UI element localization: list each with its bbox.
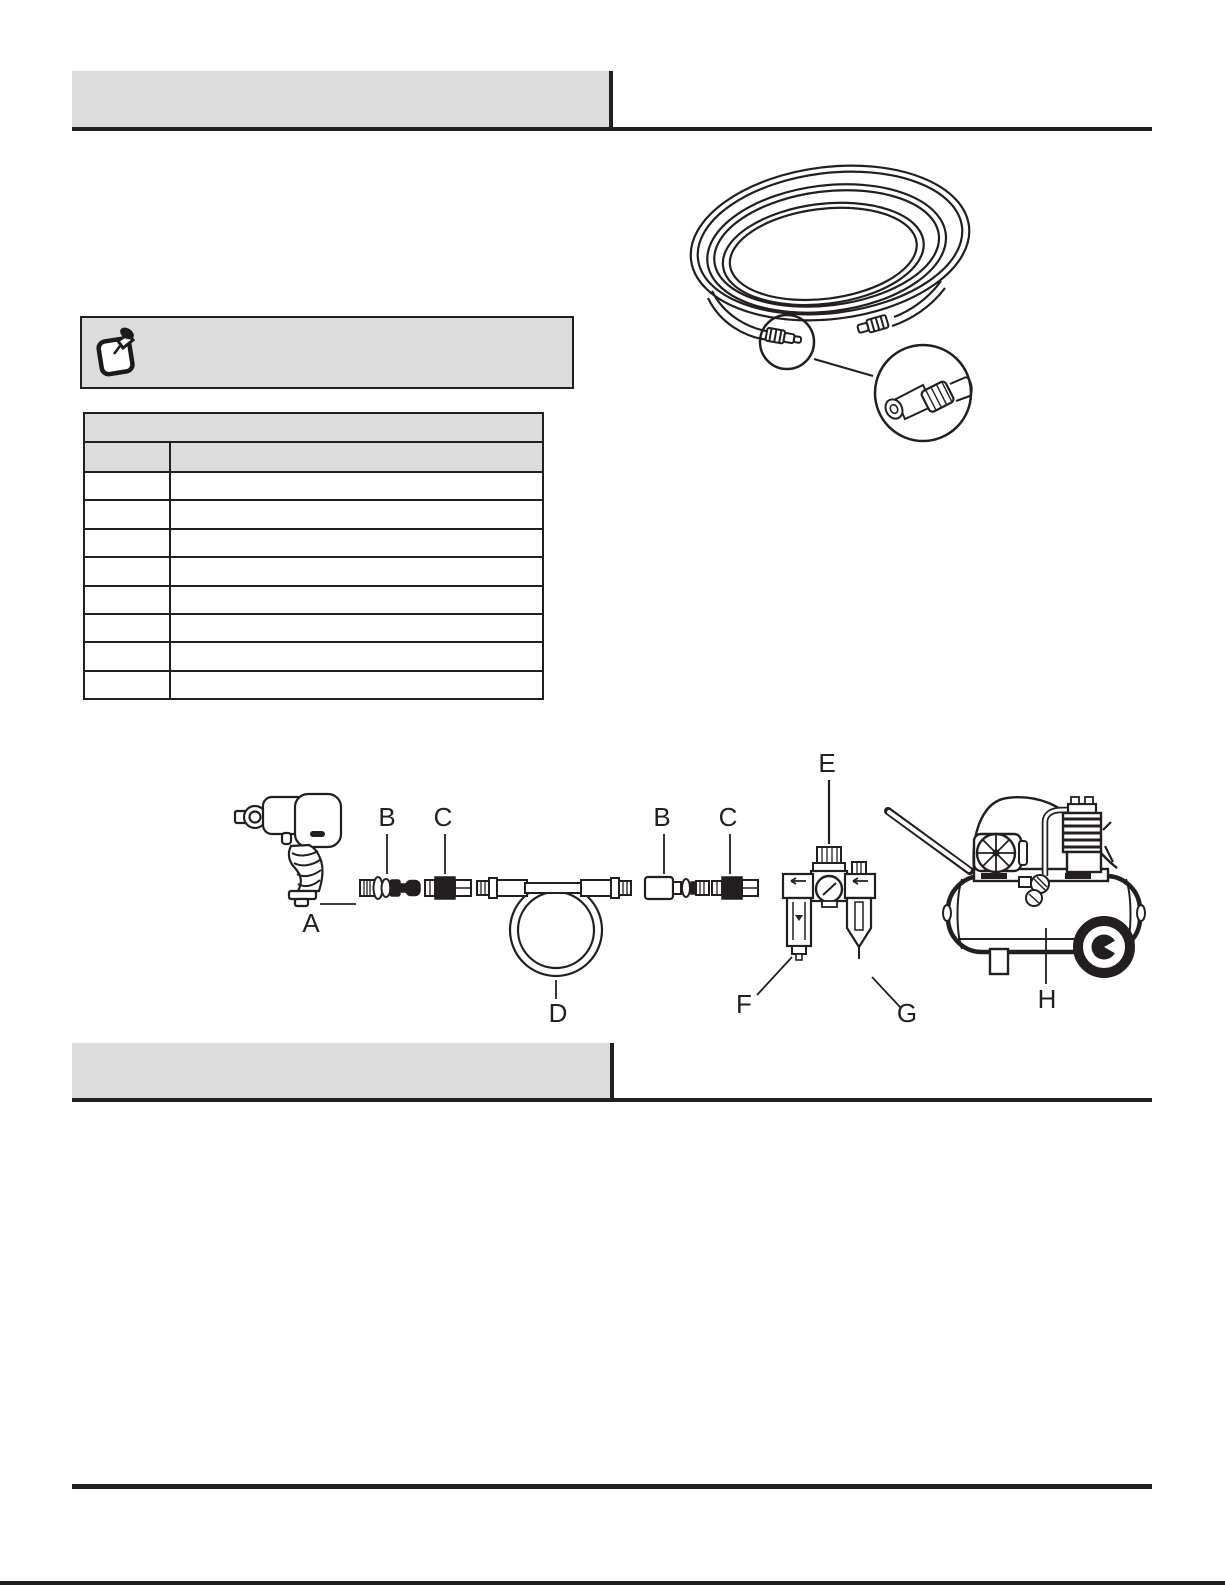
table-cell (84, 586, 170, 614)
callout-letter-F: F (736, 989, 752, 1019)
table-cell (84, 671, 170, 699)
footer-rule (72, 1484, 1152, 1489)
callout-letter-B2: B (653, 802, 671, 832)
table-cell (170, 614, 543, 642)
hose-end-fitting-right (856, 315, 888, 336)
table-row (84, 557, 543, 585)
coiled-hose-figure (660, 148, 1070, 458)
table-row (84, 642, 543, 670)
top-section-title-band (72, 71, 609, 127)
table-cell (84, 557, 170, 585)
table-row (84, 500, 543, 528)
hose-end-fitting-left (765, 328, 802, 347)
table-row (84, 671, 543, 699)
bottom-header-rule (72, 1098, 1152, 1102)
air-hose-drawing (477, 878, 631, 976)
table-row (84, 586, 543, 614)
hose-coil (682, 151, 978, 336)
top-header-rule (72, 127, 1152, 131)
table-cell (170, 671, 543, 699)
table-cell (84, 500, 170, 528)
note-box (80, 316, 574, 389)
callout-connector-line (814, 359, 873, 376)
frl-unit-drawing (783, 847, 875, 960)
table-col-header (170, 442, 543, 472)
table-cell (170, 586, 543, 614)
callout-letter-C1: C (433, 802, 453, 832)
impact-wrench-drawing (235, 794, 341, 906)
callout-letter-E: E (818, 750, 836, 778)
table-cell (84, 614, 170, 642)
bottom-section-title-band (72, 1043, 610, 1098)
table-cell (84, 529, 170, 557)
pinned-note-icon (92, 325, 144, 381)
table-title-row (84, 413, 543, 442)
table-cell (170, 500, 543, 528)
table-cell (170, 557, 543, 585)
callout-letter-B1: B (378, 802, 396, 832)
coupler-fitting-drawing-2 (712, 877, 758, 899)
table-row (84, 614, 543, 642)
callout-leader-G (872, 977, 900, 1007)
air-setup-diagram (225, 750, 1160, 1030)
top-section-right-title-area (613, 71, 1152, 127)
table-header-row (84, 442, 543, 472)
plug-fitting-drawing-2 (645, 877, 709, 899)
callout-letter-G: G (896, 998, 918, 1028)
table-cell (84, 642, 170, 670)
callout-letter-H: H (1037, 984, 1057, 1014)
table-cell (170, 642, 543, 670)
callout-letter-C2: C (718, 802, 738, 832)
table-row (84, 529, 543, 557)
parts-table (83, 412, 544, 700)
table-col-header (84, 442, 170, 472)
callout-leader-F (757, 957, 792, 995)
bottom-section-right-title-area (614, 1043, 1152, 1098)
callout-letter-D: D (548, 998, 568, 1028)
table-row (84, 472, 543, 500)
page-bottom-edge (0, 1581, 1225, 1585)
table-title (84, 413, 543, 442)
coupler-fitting-drawing-1 (425, 877, 471, 899)
plug-fitting-drawing-1 (360, 877, 420, 899)
callout-letter-A: A (302, 908, 320, 938)
table-cell (170, 472, 543, 500)
compressor-drawing (888, 797, 1145, 974)
table-cell (170, 529, 543, 557)
table-cell (84, 472, 170, 500)
